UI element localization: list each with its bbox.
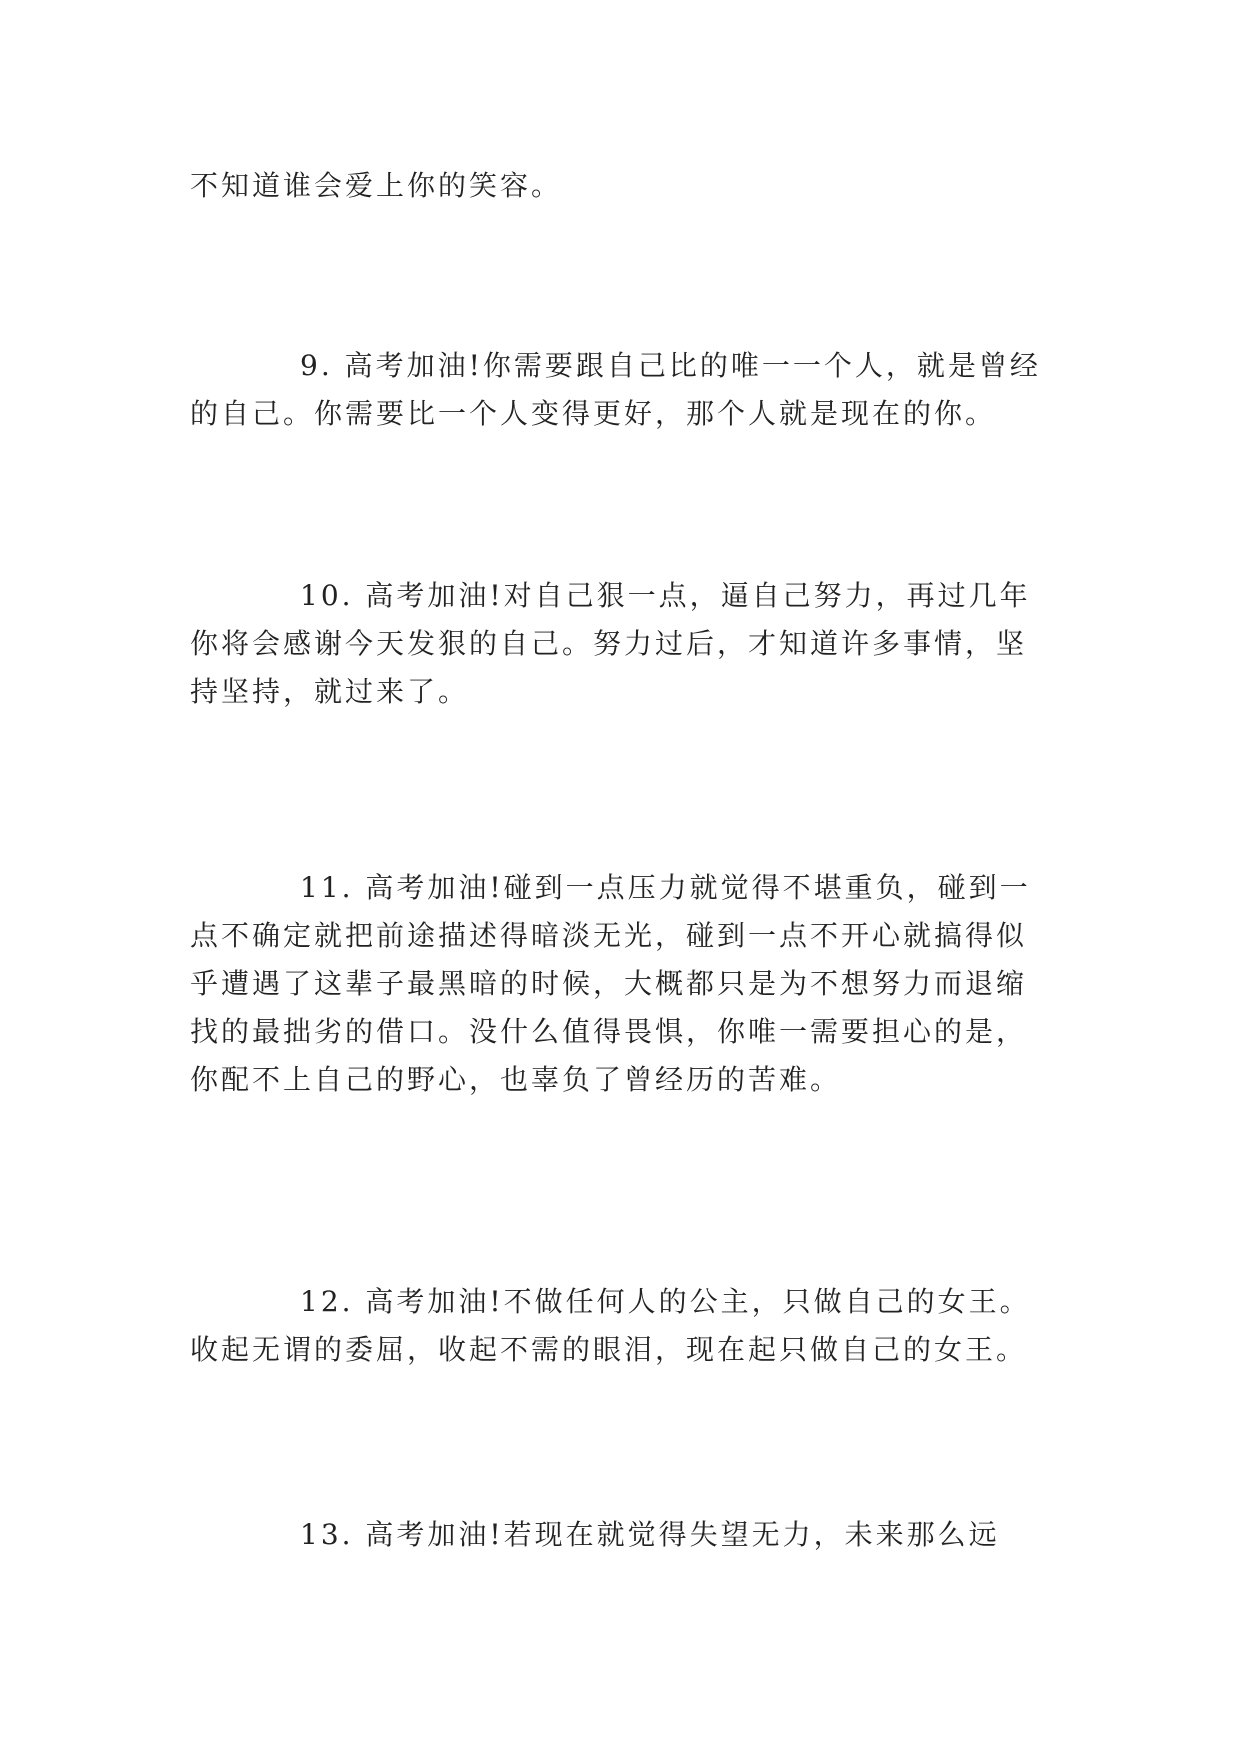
paragraph-item-13: 13. 高考加油!若现在就觉得失望无力，未来那么远 bbox=[300, 1518, 1000, 1551]
paragraph-item-10: 10. 高考加油!对自己狠一点，逼自己努力，再过几年你将会感谢今天发狠的自己。努力过后，才知道许多事情，坚持坚持，就过来了。 bbox=[190, 579, 1031, 708]
paragraph-item-9: 9. 高考加油!你需要跟自己比的唯一一个人，就是曾经的自己。你需要比一个人变得更好，那个人就是现在的你。 bbox=[190, 349, 1041, 430]
paragraph-item-12: 12. 高考加油!不做任何人的公主，只做自己的女王。收起无谓的委屈，收起不需的眼泪，现在起只做自己的女王。 bbox=[190, 1285, 1031, 1366]
paragraph-continued: 不知道谁会爱上你的笑容。 bbox=[190, 169, 563, 202]
paragraph-item-11: 11. 高考加油!碰到一点压力就觉得不堪重负，碰到一点不确定就把前途描述得暗淡无光，碰到一点不开心就搞得似乎遭遇了这辈子最黑暗的时候，大概都只是为不想努力而退缩找的最拙劣的借口。没什么值得畏惧，你唯一需要担心的是，你配不上自己的野心，也辜负了曾经历的苦难。 bbox=[190, 871, 1031, 1096]
